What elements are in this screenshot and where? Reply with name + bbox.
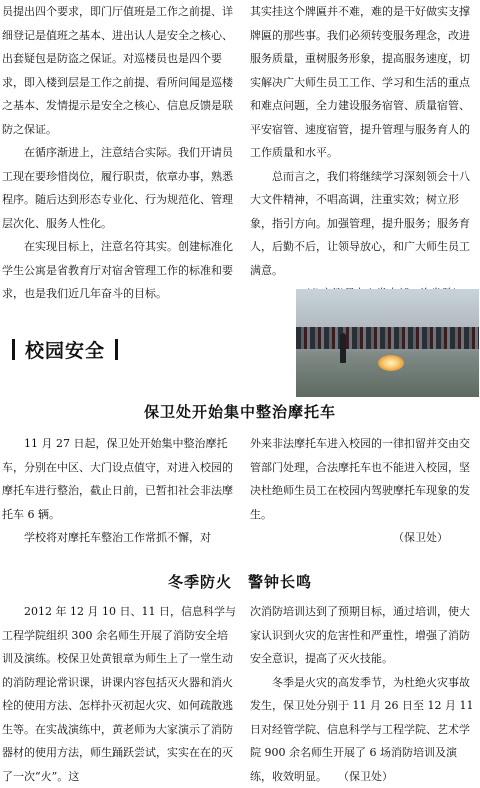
article-title: 保卫处开始集中整治摩托车	[0, 401, 480, 422]
paragraph: 外来非法摩托车进入校园的一律扣留并交由交管部门处理，合法摩托车也不能进入校园，坚决杜绝师生员工在校园内驾驶摩托车现象的发生。	[250, 432, 478, 526]
instructor-figure	[340, 333, 346, 363]
paragraph: 学校将对摩托车整治工作常抓不懈，对	[2, 526, 238, 550]
paragraph: 次消防培训达到了预期目标，通过培训，使大家认识到火灾的危害性和严重性，增强了消防安全意识，提高了灭火技能。	[250, 600, 478, 671]
bracket-left-icon	[12, 339, 23, 360]
article1-right-column	[250, 432, 478, 550]
top-left-column	[2, 0, 240, 306]
paragraph: 冬季是火灾的高发季节，为杜绝火灾事故发生，保卫处分别于 11 月 26 日至 12 月 11 日对经管学院、信息科学与工程学院、艺术学院 900 余名师生开展了 6 场消防培训及演练，收效明显。 （保卫处）	[250, 671, 478, 788]
fire-drill-photo	[296, 289, 479, 397]
paragraph: 总而言之，我们将继续学习深刻领会十八大文件精神，不唱高调，注重实效；树立形象，指引方向。加强管理，提升服务；服务育人，后勤不后，让领导放心，和广大师生员工满意。	[250, 165, 478, 283]
bracket-right-icon	[107, 339, 118, 360]
fire-icon	[378, 355, 404, 371]
article1-left-column	[2, 432, 238, 550]
section-label	[12, 336, 118, 363]
paragraph: 在循序渐进上，注意结合实际。我们开请员工现在要珍惜岗位，履行职责，依章办事，熟悉程序。随后达到形态专业化、行为规范化、管理层次化、服务人性化。	[2, 141, 240, 235]
paragraph: 2012 年 12 月 10 日、11 日，信息科学与工程学院组织 300 余名师生开展了消防安全培训及演练。校保卫处黄银章为师生上了一堂生动的消防理论常识课，讲课内容包括灭火器和消火栓的使用方法、怎样扑灭初起火灾、如何疏散逃生等。在实战演练中，黄老师为大家演示了消防器材的使用方法，师生踊跃尝试，实实在在的灭了一次“火”。这	[2, 600, 238, 788]
article2-right-column	[250, 600, 478, 788]
byline: （保卫处）	[250, 526, 478, 550]
paragraph: 11 月 27 日起，保卫处开始集中整治摩托车，分别在中区、大门设点值守，对进入校园的摩托车进行整治，截止日前，已暂扣社会非法摩托车 6 辆。	[2, 432, 238, 526]
paragraph: 员提出四个要求，即门厅值班是工作之前提、详细登记是值班之基本、进出认人是安全之核心、出套疑包是防盗之保证。对巡楼员也是四个要求，即入楼到层是工作之前提、看所问闻是巡楼之基本、发情提示是安全之核心、信息反馈是联防之保证。	[2, 0, 240, 141]
crowd	[296, 327, 479, 349]
article-title: 冬季防火 警钟长鸣	[0, 571, 480, 592]
top-right-column	[250, 0, 478, 306]
article2-left-column	[2, 600, 238, 788]
section-label-text: 校园安全	[25, 340, 105, 362]
paragraph: 其实挂这个牌匾并不难，难的是干好做实支撑牌匾的那些事。我们必须转变服务理念，改进服务质量，重树服务形象，提高服务速度，切实解决广大师生员工工作、学习和生活的重点和难点问题，全力建设服务宿管、质量宿管、平安宿管、速度宿管，提升管理与服务育人的工作质量和水平。	[250, 0, 478, 165]
paragraph: 在实现目标上，注意名符其实。创建标准化学生公寓是省教育厅对宿舍管理工作的标准和要求，也是我们近几年奋斗的目标。	[2, 235, 240, 306]
